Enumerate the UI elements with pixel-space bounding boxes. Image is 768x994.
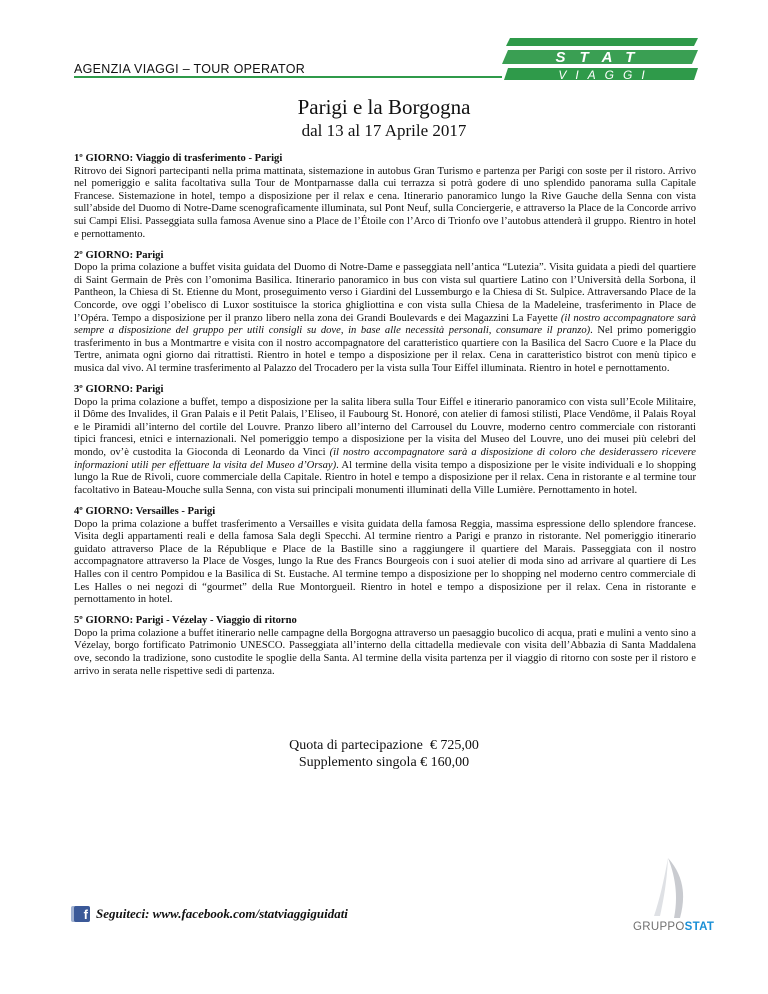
day-title: 3º GIORNO: Parigi — [74, 384, 164, 396]
logo-top-text: STAT — [555, 49, 649, 66]
day-title: 5º GIORNO: Parigi - Vézelay - Viaggio di ritorno — [74, 615, 297, 627]
day-title: 1º GIORNO: Viaggio di trasferimento - Parigi — [74, 153, 283, 164]
day-title: 4º GIORNO: Versailles - Parigi — [74, 505, 216, 517]
stat-viaggi-logo — [502, 38, 698, 80]
day-note: (il nostro accompagnatore sarà sempre a disposizione del gruppo per utili consigli su dove, in base alle necessità personali, consumare il pranzo) — [74, 312, 696, 337]
pricing — [0, 737, 768, 771]
trip-title: Parigi e la Borgogna — [297, 95, 471, 119]
itinerary — [74, 153, 696, 687]
day-title: 2º GIORNO: Parigi — [74, 249, 164, 261]
logo-bottom-text: VIAGGI — [558, 68, 654, 80]
gruppo-text: GRUPPO — [633, 921, 685, 933]
facebook-icon: f — [74, 906, 90, 922]
single-supplement: Supplemento singola € 160,00 — [298, 755, 470, 770]
agency-heading: AGENZIA VIAGGI – TOUR OPERATOR — [74, 62, 306, 76]
day-text: Ritrovo dei Signori partecipanti nella prima mattinata, sistemazione in autobus Gran Turismo e partenza per Parigi con soste per il ristoro. Arrivo nel pomeriggio e salita facoltativa sulla Tour de Montparnasse dalla cui terrazza si potrà godere di uno splendido panorama sulla Capitale Francese. Sistemazione in hotel, tempo a disposizione per il relax e cena. Itinerario panoramico lungo la Rive Gauche della Senna con vista sull’abside del Duomo di Notre-Dame scenograficamente illuminata, sul Pont Neuf, sulla Conciergerie, e attraverso la Place de la Concorde arrivo sui Campi Elisi. Passeggiata sulla famosa Avenue sino a Place de l’Étoile con l’Arco di Trionfo ove l’autobus attenderà il gruppo. Rientro in hotel e pernottamento. — [74, 165, 696, 240]
quota-price: Quota di partecipazione € 725,00 — [289, 738, 479, 753]
stat-text: STAT — [684, 921, 715, 933]
day-text: . Al termine della visita tempo a disposizione per le visite individuali e lo shopping lungo la Rue de Rivoli, cuore commerciale della Capitale. Rientro in hotel e tempo a disposizione per il relax. Cena in ristorante e al termine tour facoltativo in Bateau-Mouche sulla Senna, con vista sui principali monumenti illuminati della Ville Lumière. Pernottamento in hotel. — [74, 459, 697, 496]
gruppo-stat-label — [633, 921, 714, 933]
day-note: (il nostro accompagnatore sarà a disposizione di coloro che desiderassero ricevere informazioni utili per effettuare la visita del Museo d’Orsay) — [74, 447, 696, 471]
day-1 — [74, 153, 696, 241]
day-text: Dopo la prima colazione a buffet, tempo a disposizione per la salita libera sulla Tour Eiffel e itinerario panoramico con vista sull’Ecole Militaire, il Dôme des Invalides, il Gran Palais e il Petit Palais, l’Eliseo, il Faubourg St. Honoré, con atelier di famosi stilisti, Place Vendôme, il Palais Royal e le Piramidi all’interno del cortile del Louvre. Pranzo libero all’interno del Carrousel du Louvre, moderno centro commerciale con ristoranti tipici francesi, etnici e internazionali. Nel pomeriggio tempo a disposizione per la visita del Museo del Louvre, uno dei musei più celebri del mondo, ov’è custodita la Gioconda di Leonardo da Vinci — [74, 396, 696, 459]
day-5 — [74, 615, 696, 678]
trip-dates: dal 13 al 17 Aprile 2017 — [301, 121, 467, 140]
facebook-link[interactable] — [74, 906, 348, 922]
day-text: . Nel primo pomeriggio trasferimento in bus a Montmartre e visita con il nostro accompagnatore del caratteristico quartiere con la Basilica del Sacro Cuore e la Place du Tertre, animata ogni giorno dai ritrattisti. Rientro in hotel e tempo a disposizione per il relax. Cena in caratteristico bistrot con menù tipico e musica dal vivo. Al termine trasferimento al Palazzo del Trocadero per la vista sulla Tour Eiffel illuminata. Rientro in hotel e pernottamento. — [74, 325, 696, 374]
day-4 — [74, 506, 696, 607]
facebook-text[interactable]: Seguiteci: www.facebook.com/statviaggiguidati — [96, 906, 348, 921]
day-text: Dopo la prima colazione a buffet itinerario nelle campagne della Borgogna attraverso un paesaggio bucolico di acqua, prati e mulini a vento sino a Vézelay, borgo fortificato Patrimonio UNESCO. Passeggiata all’interno della cittadella medievale con visita dell’Abbazia di Santa Maddalena ove, secondo la tradizione, sono custodite le spoglie della Santa. Al termine della visita partenza per il viaggio di ritorno con soste per il ristoro e arrivo in serata nelle rispettive sedi di partenza. — [74, 627, 696, 677]
day-2 — [74, 250, 696, 376]
day-3 — [74, 384, 696, 497]
header-divider — [74, 76, 502, 78]
day-text: Dopo la prima colazione a buffet visita guidata del Duomo di Notre-Dame e passeggiata nell’antica “Lutezia”. Visita guidata a piedi del quartiere di Saint Germain de Près con l’omonima Basilica. Itinerario panoramico in bus con vista sul quartiere Latino con l’Università della Sorbona, il Pantheon, la Chiesa di St. Etienne du Mont, proseguimento verso i Giardini del Lussemburgo e la Chiesa di St. Sulpice. Attraversando Place de la Concorde, ove oggi l’obelisco di Luxor sostituisce la storica ghigliottina e con vista sulla Chiesa de la Madeleine, trasferimento in Place de l’Opéra. Tempo a disposizione per il pranzo libero nella zona dei Grandi Boulevards e dei Magazzini La Fayette — [74, 262, 696, 324]
day-text: Dopo la prima colazione a buffet trasferimento a Versailles e visita guidata della famosa Reggia, massima espressione dello splendore francese. Visita degli appartamenti reali e della famosa Sala degli Specchi. Al termine rientro a Parigi e pranzo in ristorante. Nel pomeriggio itinerario guidato attraverso Place de la République e Place de la Bastille sino a raggiungere il quartiere del Marais. Passeggiata con il nostro accompagnatore attraverso la Place de Vosges, lungo la Rue des Francs Bourgeois con i suoi atelier di moda sino ad arrivare al quartiere di Les Halles con il centro Pompidou e la Basilica di St. Eustache. Al termine tempo a disposizione per lo shopping nel moderno centro commerciale di Les Halles o nei negozi di “gourmet” della Rue Montorgueil. Rientro in hotel e tempo a disposizione per il relax. Cena in ristorante e pernottamento in hotel. — [74, 518, 696, 606]
